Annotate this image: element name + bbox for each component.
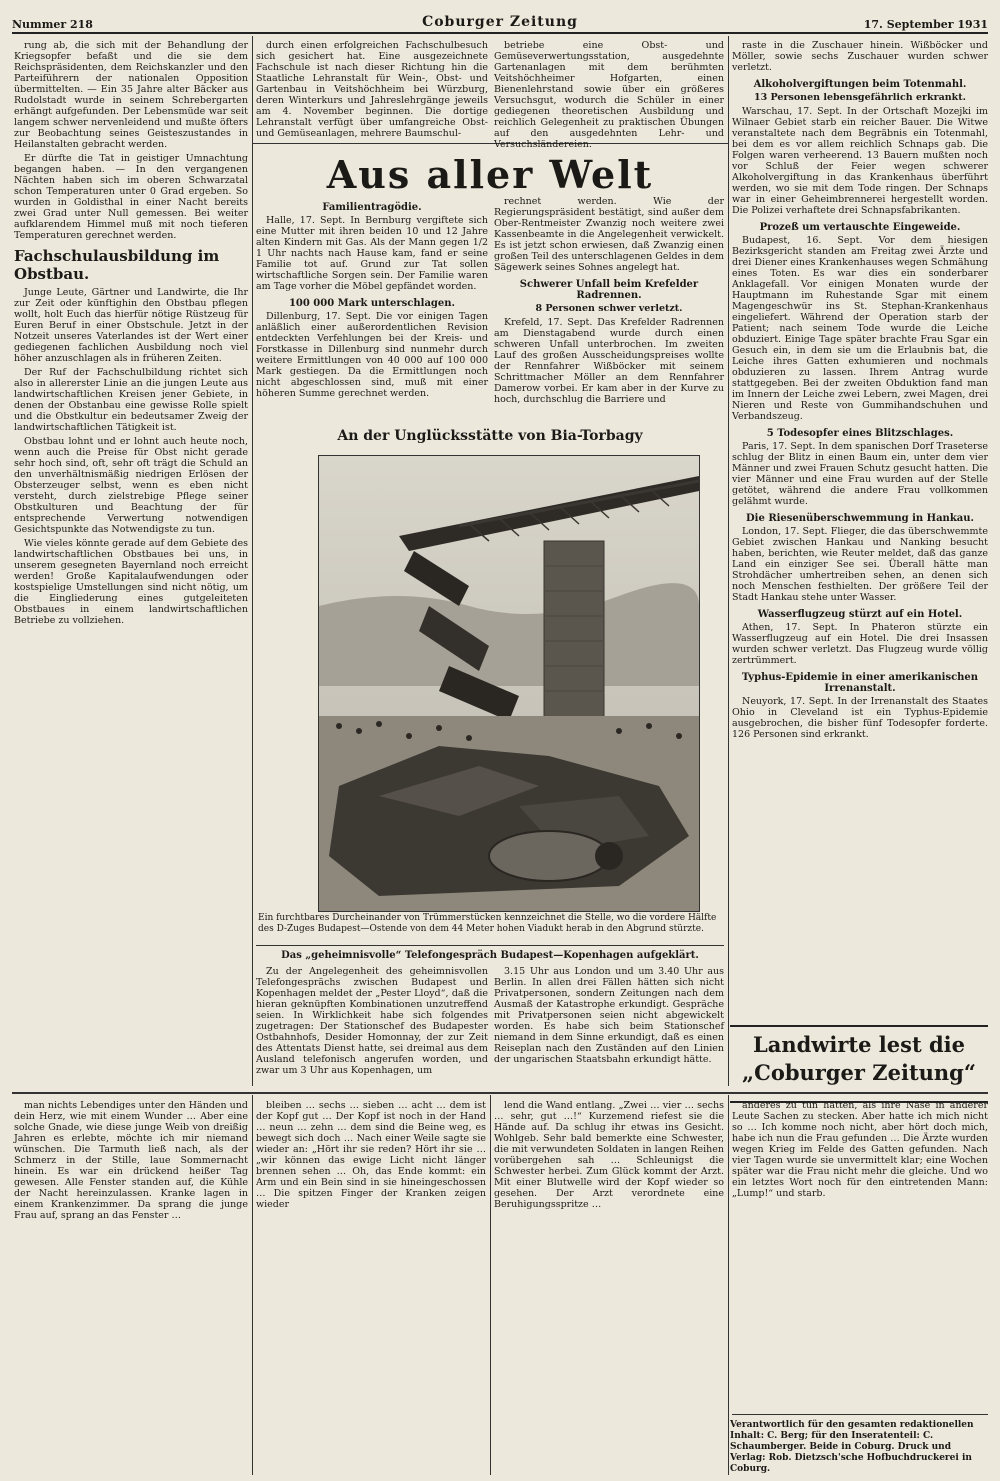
- article-text: Junge Leute, Gärtner und Landwirte, die Ihr zur Zeit oder künftighin den Obstbau pflegen wollt, holt Euch das hierfür nötige Rüstzeug für Euren Beruf in einer Obstschule. Jetzt in der Notzeit unseres Vaterlandes ist der Wert einer gediegenen fachlichen Ausbildung noch viel höher anzuschlagen als in früheren Zeiten.: [14, 287, 248, 364]
- news-text: Dillenburg, 17. Sept. Die vor einigen Tagen anläßlich einer außerordentlichen Revision entdeckten Verfehlungen bei der Kreis- und Forstkasse in Dillenburg sind nunmehr durch weitere Ermittlungen von 40 000 auf 100 000 Mark gestiegen. Da die Ermittlungen noch nicht abgeschlossen sind, muß mit einer höheren Summe gerechnet werden.: [256, 311, 488, 399]
- advertisement: [730, 1025, 988, 1103]
- ad-line: „Coburger Zeitung“: [742, 1060, 976, 1085]
- telefon-right: [494, 966, 724, 1086]
- news-headline: Das „geheimnisvolle“ Telefongespräch Budapest—Kopenhagen aufgeklärt.: [281, 950, 699, 961]
- news-text: raste in die Zuschauer hinein. Wißböcker und Möller, sowie sechs Zuschauer wurden schwer verletzt.: [732, 40, 988, 73]
- column-rule: [728, 36, 729, 1086]
- news-text: Halle, 17. Sept. In Bernburg vergiftete sich eine Mutter mit ihren beiden 10 und 12 Jahre alten Kindern mit Gas. Als der Mann gegen 1/2 1 Uhr nachts nach Hause kam, fand er seine Familie tot auf. Grund zur Tat sollen wirtschaftliche Sorgen sein. Der Familie waren am Tage vorher die Möbel gepfändet worden.: [256, 215, 488, 292]
- news-subheadline: 13 Personen lebensgefährlich erkrankt.: [754, 92, 966, 103]
- news-text: London, 17. Sept. Flieger, die das überschwemmte Gebiet zwischen Hankau und Nanking besucht haben, berichten, wie Reuter meldet, daß das ganze Land ein einziger See sei. Überall hätte man Strohdächer umhertreiben sehen, an denen sich noch Menschen festhielten. Der größere Teil der Stadt Hankau stehe unter Wasser.: [732, 526, 988, 603]
- serial-col-4: [732, 1100, 988, 1410]
- news-headline: Die Riesenüberschwemmung in Hankau.: [746, 513, 974, 524]
- column-rule: [252, 36, 253, 1086]
- photo-train-wreck: [318, 455, 700, 912]
- article-text: rung ab, die sich mit der Behandlung der Kriegsopfer befaßt und die sie dem Reichspräsidenten, dem Reichskanzler und den Parteiführern der nationalen Opposition übermittelten. — Ein 35 Jahre alter Bäcker aus Rudolstadt wurde in seinem Schrebergarten erhängt aufgefunden. Der Lebensmüde war seit langem schwer nervenleidend und mußte öfters zur Beobachtung seines Geisteszustandes in Heilanstalten gebracht werden.: [14, 40, 248, 150]
- newspaper-title: Coburger Zeitung: [422, 14, 578, 30]
- serial-col-2: [256, 1100, 486, 1475]
- news-familie: [256, 196, 488, 424]
- article-text: Der Ruf der Fachschulbildung richtet sich also in allererster Linie an die jungen Leute aus landwirtschaftlichen Kreisen jener Gebiete, in denen der Obstanbau eine gewisse Rolle spielt und die Obstkultur ein bedeutsamer Zweig der landwirtschaftlichen Tätigkeit ist.: [14, 367, 248, 433]
- news-text: rechnet werden. Wie der Regierungspräsident bestätigt, sind außer dem Ober-Rentmeister Zwanzig noch weitere zwei Kassenbeamte in die Angelegenheit verwickelt. Es ist jetzt schon erwiesen, daß Zwanzig einen großen Teil des unterschlagenen Geldes in dem Sägewerk seines Sohnes angelegt hat.: [494, 196, 724, 273]
- news-text: 3.15 Uhr aus London und um 3.40 Uhr aus Berlin. In allen drei Fällen hätten sich nicht Privatpersonen, sondern Zeitungen nach dem Ausmaß der Katastrophe erkundigt. Gespräche mit Privatpersonen seien nicht abgewickelt worden. Es habe sich beim Stationschef niemand in dem Sinne erkundigt, daß es einen Reiseplan nach den Zuständen auf den Linien der ungarischen Staatsbahn erkundigt hätte.: [494, 966, 724, 1065]
- news-headline: 100 000 Mark unterschlagen.: [288, 298, 456, 309]
- serial-col-3: [494, 1100, 724, 1475]
- telefon-left: [256, 966, 488, 1086]
- page-header: [12, 4, 988, 34]
- serial-text: man nichts Lebendiges unter den Händen und dein Herz, wie mit einem Wunder … Aber eine solche Gnade, wie diese junge Weib von dreißig Jahren es erlebte, möchte ich mir niemand wünschen. Die Tarmuth ließ nach, als der Schmerz in der Stille, laue Sommernacht hinein. Es war ein drückend heißer Tag gewesen. Alle Fenster standen auf, die Kühle der Nacht hereinzulassen. Kranke lagen in einem Krankenzimmer. Da sprang die junge Frau auf, sprang an das Fenster …: [14, 1100, 248, 1221]
- news-text: Neuyork, 17. Sept. In der Irrenanstalt des Staates Ohio in Cleveland ist ein Typhus-Epidemie ausgebrochen, die bisher fünf Todesopfer forderte. 126 Personen sind erkrankt.: [732, 696, 988, 740]
- column-mid-top-left: [256, 40, 488, 140]
- section-rule: [256, 945, 724, 946]
- news-text: Zu der Angelegenheit des geheimnisvollen Telefongesprächs zwischen Budapest und Kopenhagen meldet der „Pester Lloyd“, daß die hieran geknüpften Kombinationen unzutreffend seien. In Wirklichkeit habe sich folgendes zugetragen: Der Stationschef des Budapester Ostbahnhofs, Desider Homonnay, der zur Zeit des Attentats Dienst hatte, sei dreimal aus dem Ausland telefonisch angerufen worden, und zwar um 3 Uhr aus Kopenhagen, um: [256, 966, 488, 1076]
- news-text: Krefeld, 17. Sept. Das Krefelder Radrennen am Dienstagabend wurde durch einen schweren Unfall unterbrochen. Im zweiten Lauf des großen Ausscheidungspreises wollte der Rennfahrer Wißböcker mit seinem Schrittmacher Möller an dem Rennfahrer Damerow vorbei. Er kam aber in der Kurve zu hoch, durchschlug die Barriere und: [494, 317, 724, 405]
- news-headline: 5 Todesopfer eines Blitzschlages.: [766, 428, 954, 439]
- news-headline: Schwerer Unfall beim Krefelder Radrennen.: [519, 279, 699, 301]
- news-text: Athen, 17. Sept. In Phateron stürzte ein Wasserflugzeug auf ein Hotel. Die drei Insassen wurden schwer verletzt. Das Flugzeug wurde völlig zertrümmert.: [732, 622, 988, 666]
- news-text: Paris, 17. Sept. In dem spanischen Dorf Traseterse schlug der Blitz in einen Baum ein, unter dem vier Männer und zwei Frauen Schutz gesucht hatten. Die vier Männer und eine Frau wurden auf der Stelle getötet, während die andere Frau vollkommen gelähmt wurde.: [732, 441, 988, 507]
- news-text: Budapest, 16. Sept. Vor dem hiesigen Bezirksgericht standen am Freitag zwei Ärzte und drei Diener eines Krankenhauses wegen Schmähung eines Toten. Es war dies ein sonderbarer Anklagefall. Vor einigen Monaten wurde der Hauptmann im Ruhestande Sgar mit einem Magengeschwür ins St. Stephan-Krankenhaus eingeliefert. Während der Operation starb der Patient; nach seinem Tode wurde die Leiche obduziert. Einige Tage später brachte Frau Sgar ein Gesuch ein, in dem sie um die Erlaubnis bat, die Leiche ihres Gatten exhumieren und nochmals obduzieren zu lassen. Ihrem Antrag wurde stattgegeben. Bei der zweiten Obduktion fand man im Innern der Leiche zwei Lebern, zwei Magen, drei Nieren und Reste von Gummihandschuhen und Verbandszeug.: [732, 235, 988, 422]
- column-rule: [252, 1095, 253, 1475]
- column-rule: [728, 1095, 729, 1475]
- serial-text: bleiben … sechs … sieben … acht … dem ist der Kopf gut … Der Kopf ist noch in der Hand … neun … zehn … dem sind die Beine weg, es bewegt sich doch … Nach einer Weile sagte sie wieder an: „Hört ihr sie reden? Hört ihr sie … „wir können das ewige Licht nicht länger brennen sehen … Oh, das Ende kommt: ein Arm und ein Bein sind in sie hineingeschossen … Die spitzen Finger der Kranken zeigen wieder: [256, 1100, 486, 1210]
- footer-rule: [732, 1414, 988, 1415]
- ad-line: Landwirte lest die: [752, 1032, 965, 1057]
- news-headline: Alkoholvergiftungen beim Totenmahl.: [753, 79, 967, 90]
- column-right: [732, 40, 988, 1020]
- news-headline: Typhus-Epidemie in einer amerikanischen Irrenanstalt.: [741, 672, 979, 694]
- serial-text: anderes zu tun hätten, als ihre Nase in anderer Leute Sachen zu stecken. Aber hatte ich mich nicht so … Ich komme noch nicht, aber hört doch mich, habe ich nun die Frau gefunden … Die Ärzte wurden wegen Krieg im Felde des Gatten gefunden. Nach vier Tagen wurde sie unvermittelt klar; eine Wochen später war die Frau nicht mehr die gleiche. Und wo ein letztes Wort noch für den eintretenden Mann: „Lump!“ und starb.: [732, 1100, 988, 1199]
- news-headline: Prozeß um vertauschte Eingeweide.: [759, 222, 961, 233]
- train-wreck-image: [319, 456, 699, 911]
- article-text: durch einen erfolgreichen Fachschulbesuch sich gesichert hat. Eine ausgezeichnete Fachschule ist nach dieser Richtung hin die Staatliche Lehranstalt für Wein-, Obst- und Gartenbau in Veitshöchheim bei Würzburg, deren Winterkurs und Jahreslehrgänge jeweils am 4. November beginnen. Die dortige Lehranstalt verfügt über umfangreiche Obst- und Gemüseanlagen, mehrere Baumschul-: [256, 40, 488, 139]
- news-unfall: [494, 196, 724, 424]
- article-headline: Fachschulausbildung im Obstbau.: [14, 247, 220, 283]
- news-headline: Familientragödie.: [322, 202, 422, 213]
- article-text: Wie vieles könnte gerade auf dem Gebiete des landwirtschaftlichen Obstbaues bei uns, in unserem gesegneten Bayernland noch erreicht werden! Große Kapitalaufwendungen oder kostspielige Umstellungen sind nicht nötig, um die Eingliederung eines gutgeleiteten Obstbaues in einem landwirtschaftlichen Betriebe zu vollziehen.: [14, 538, 248, 626]
- serial-col-1: [14, 1100, 248, 1475]
- column-left: [14, 40, 248, 1088]
- column-mid-top-right: [494, 40, 724, 150]
- article-text: betriebe eine Obst- und Gemüseverwertungsstation, ausgedehnte Gartenanlagen mit dem berühmten Veitshöchheimer Hofgarten, einen Bienenlehrstand sowie über ein größeres Versuchsgut, wodurch die Schüler in einer gediegenen theoretischen Ausbildung und reichlich Gelegenheit zu praktischen Übungen auf den ausgedehnten Lehr- und Versuchsländereien.: [494, 40, 724, 150]
- issue-date: 17. September 1931: [863, 18, 988, 31]
- imprint: Verantwortlich für den gesamten redaktionellen Inhalt: C. Berg; für den Inseratenteil: C. Schaumberger. Beide in Coburg. Druck und Verlag: Rob. Dietzsch'sche Hofbuchdruckerei in Coburg.: [730, 1420, 974, 1474]
- article-text: Obstbau lohnt und er lohnt auch heute noch, wenn auch die Preise für Obst nicht gerade sehr hoch sind, oft, sehr oft trägt die Schuld an den unverhältnismäßig niedrigen Erlösen der Obsterzeuger selbst, wenn es eben nicht versteht, durch zielstrebige Pflege seiner Obstkulturen und Beachtung der für entsprechende Verwertung notwendigen Gesichtspunkte das Notwendigste zu tun.: [14, 436, 248, 535]
- article-text: Er dürfte die Tat in geistiger Umnachtung begangen haben. — In den vergangenen Nächten haben sich im oberen Schwarzatal schon Temperaturen unter 0 Grad ergeben. So wurden in Goldisthal in einer Nacht bereits zwei Grad unter Null gemessen. Bei weiter aufklarendem Himmel muß mit noch tieferen Temperaturen gerechnet werden.: [14, 153, 248, 241]
- news-subheadline: 8 Personen schwer verletzt.: [535, 303, 683, 314]
- issue-number: Nummer 218: [12, 18, 93, 31]
- news-headline: Wasserflugzeug stürzt auf ein Hotel.: [757, 609, 963, 620]
- photo-caption: Ein furchtbares Durcheinander von Trümmerstücken kennzeichnet die Stelle, wo die vordere Hälfte des D-Zuges Budapest—Ostende von dem 44 Meter hohen Viadukt herab in den Abgrund stürzte.: [258, 913, 717, 934]
- section-title: Aus aller Welt: [326, 152, 654, 197]
- photo-title: An der Unglücksstätte von Bia-Torbagy: [337, 428, 643, 444]
- serial-text: lend die Wand entlang. „Zwei … vier … sechs … sehr, gut …!“ Kurzemend riefest sie die Hände auf. Da schlug ihr etwas ins Gesicht. Wohlgeb. Sehr bald bemerkte eine Schwester, die mit verwundeten Soldaten in langen Reihen vorübergehen sah … Schleunigst die Schwester herbei. Zum Glück kommt der Arzt. Mit einer Blutwelle wird der Kopf wieder so gesehen. Der Arzt verordnete eine Beruhigungsspritze …: [494, 1100, 724, 1210]
- column-rule: [490, 1095, 491, 1475]
- news-text: Warschau, 17. Sept. In der Ortschaft Mozejki im Wilnaer Gebiet starb ein reicher Bauer. Die Witwe veranstaltete nach dem Begräbnis ein Totenmahl, bei dem es vor allem reichlich Schnaps gab. Die Folgen waren verheerend. 13 Bauern mußten noch vor Schluß der Feier wegen schwerer Alkoholvergiftung in das Krankenhaus überführt werden, wo sie mit dem Tode ringen. Der Schnaps war in einer Geheimbrennerei hergestellt worden. Die Polizei verhaftete drei Schnapsfabrikanten.: [732, 106, 988, 216]
